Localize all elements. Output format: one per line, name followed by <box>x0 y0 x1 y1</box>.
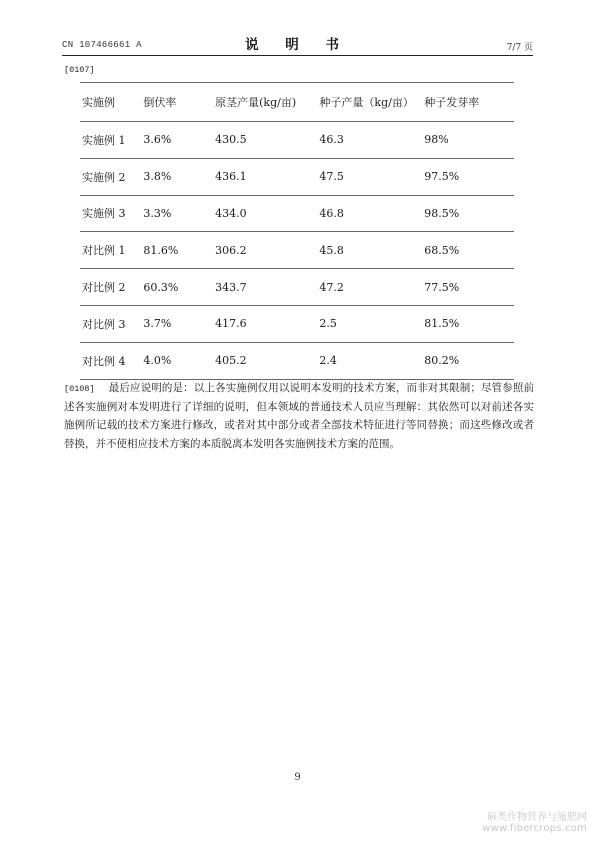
table-cell: 430.5 <box>213 122 317 159</box>
table-row <box>80 269 514 306</box>
table-cell: 47.2 <box>317 269 422 306</box>
table-cell: 436.1 <box>213 158 317 195</box>
document-title: 说 明 书 <box>245 37 350 53</box>
table-cell: 47.5 <box>317 158 422 195</box>
table-cell: 3.7% <box>141 305 213 342</box>
table-cell: 46.8 <box>317 195 422 232</box>
table-row <box>80 342 514 379</box>
table-cell: 3.3% <box>141 195 213 232</box>
table-row <box>80 232 514 269</box>
table-cell: 2.5 <box>317 305 422 342</box>
column-header: 种子产量（kg/亩） <box>317 83 422 122</box>
table-cell: 98.5% <box>422 195 514 232</box>
table-cell: 3.8% <box>141 158 213 195</box>
table-cell: 对比例 2 <box>80 269 141 306</box>
paragraph-number-0107: [0107] <box>64 65 95 75</box>
table-cell: 2.4 <box>317 342 422 379</box>
table-cell: 405.2 <box>213 342 317 379</box>
table-cell: 4.0% <box>141 342 213 379</box>
column-header: 实施例 <box>80 83 141 122</box>
table-cell: 306.2 <box>213 232 317 269</box>
table-cell: 77.5% <box>422 269 514 306</box>
watermark-site-name: 麻类作物营养与施肥网 <box>487 812 587 823</box>
table-cell: 实施例 1 <box>80 122 141 159</box>
paragraph-text: 最后应说明的是：以上各实施例仅用以说明本发明的技术方案，而非对其限制；尽管参照前述各实施例对本发明进行了详细的说明，但本领域的普通技术人员应当理解：其依然可以对前述各实施例所记载的技术方案进行修改，或者对其中部分或者全部技术特征进行等同替换；而这些修改或者替换，并不使相应技术方案的本质脱离本发明各实施例技术方案的范围。 <box>64 382 534 450</box>
column-header: 倒伏率 <box>141 83 213 122</box>
table-cell: 81.6% <box>141 232 213 269</box>
table-row <box>80 195 514 232</box>
table-row <box>80 305 514 342</box>
table-cell: 343.7 <box>213 269 317 306</box>
column-header: 原茎产量(kg/亩) <box>213 83 317 122</box>
table-header-row <box>80 83 514 122</box>
paragraph-number-0108: [0108] <box>64 384 95 394</box>
table-cell: 417.6 <box>213 305 317 342</box>
table-row <box>80 158 514 195</box>
patent-number: CN 107466661 A <box>62 40 142 50</box>
table-cell: 81.5% <box>422 305 514 342</box>
table-cell: 45.8 <box>317 232 422 269</box>
table-row <box>80 122 514 159</box>
table-cell: 3.6% <box>141 122 213 159</box>
table-cell: 46.3 <box>317 122 422 159</box>
table-cell: 98% <box>422 122 514 159</box>
table-cell: 对比例 4 <box>80 342 141 379</box>
paragraph-0108 <box>64 379 534 453</box>
table-cell: 对比例 1 <box>80 232 141 269</box>
page-number: 9 <box>294 772 301 783</box>
table-cell: 68.5% <box>422 232 514 269</box>
header-divider <box>62 55 533 56</box>
column-header: 种子发芽率 <box>422 83 514 122</box>
table-cell: 60.3% <box>141 269 213 306</box>
table-cell: 80.2% <box>422 342 514 379</box>
watermark-url: www.fibercrops.com <box>482 823 587 834</box>
table-cell: 对比例 3 <box>80 305 141 342</box>
page-indicator: 7/7 页 <box>506 43 533 53</box>
table-cell: 实施例 3 <box>80 195 141 232</box>
table-cell: 实施例 2 <box>80 158 141 195</box>
table-cell: 434.0 <box>213 195 317 232</box>
results-table <box>80 82 514 380</box>
table-cell: 97.5% <box>422 158 514 195</box>
